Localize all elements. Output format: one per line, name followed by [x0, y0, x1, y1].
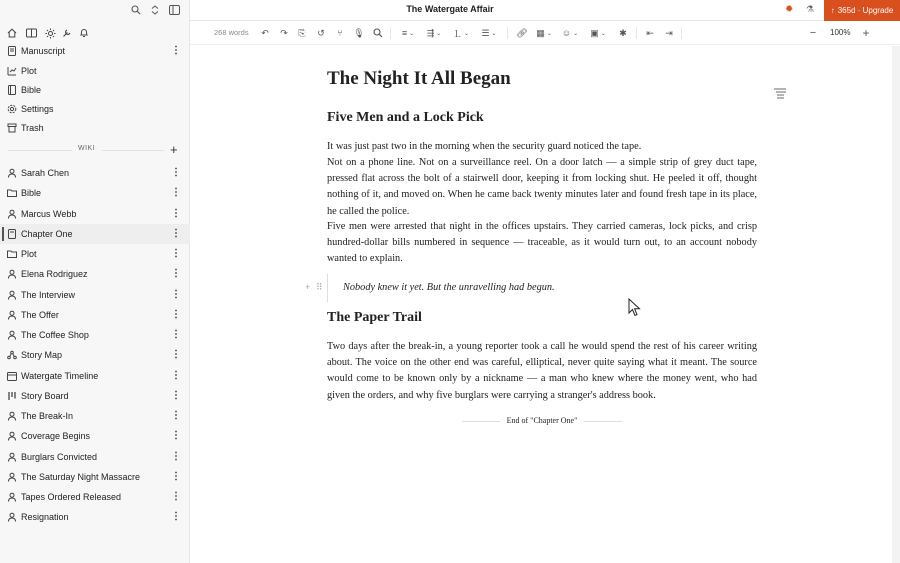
upgrade-label: 365d · Upgrade: [837, 6, 894, 15]
sidebar-item-label: Story Map: [21, 350, 63, 361]
calendar-icon: [6, 370, 18, 382]
sidebar-item-label: Coverage Begins: [21, 431, 91, 442]
find-icon[interactable]: [373, 26, 383, 40]
trash-icon: [6, 122, 18, 134]
board-icon: [6, 390, 18, 402]
more-options-icon[interactable]: ⋮: [171, 167, 181, 178]
asterisk-icon[interactable]: ✱: [619, 27, 627, 38]
sidebar-item-story-board[interactable]: [0, 386, 190, 406]
sidebar-item-the-saturday-night-massacre[interactable]: [0, 467, 190, 487]
more-options-icon[interactable]: ⋮: [171, 207, 181, 219]
scrollbar[interactable]: [892, 46, 900, 563]
sidebar-item-the-interview[interactable]: [0, 285, 190, 305]
person-icon: [6, 491, 18, 503]
more-options-icon[interactable]: ⋮: [171, 227, 181, 239]
more-options-icon[interactable]: ⋮: [171, 248, 181, 259]
paragraph[interactable]: Five men were arrested that night in the offices upstairs. They carried cameras, lock picks, and crisp hundred-dollar bills numbered in sequence — traceable, as it would turn out, to an account nobody wanted to explain.: [327, 221, 757, 265]
indent-icon[interactable]: ⇥: [665, 27, 673, 38]
flask-icon[interactable]: ⚗: [806, 4, 815, 14]
divider: [8, 150, 72, 151]
sidebar-item-label: Elena Rodriguez: [21, 269, 88, 280]
more-options-icon[interactable]: ⋮: [171, 410, 181, 421]
sidebar-item-label: Marcus Webb: [21, 208, 77, 219]
more-options-icon[interactable]: ⋮: [171, 470, 181, 482]
person-icon: [6, 471, 18, 483]
folder-icon: [6, 248, 18, 260]
sidebar-item-label: The Break-In: [21, 411, 74, 421]
book-icon: [6, 84, 18, 96]
paragraph[interactable]: Two days after the break-in, a young reporter took a call he would spend the rest of his career writing about. The voice on the other end was careful, elliptical, never quite saying what it meant. The source would come to be known only by a nickname — a man who knew where the money went, who had given the orders, and why five burglars were carrying a stranger's address book.: [327, 341, 757, 401]
undo-icon[interactable]: ↶: [261, 27, 269, 38]
drag-handle-icon[interactable]: ⠿: [316, 282, 323, 292]
sidebar-item-watergate-timeline[interactable]: [0, 366, 190, 386]
sidebar-item-settings[interactable]: [0, 99, 190, 119]
sidebar-item-chapter-one[interactable]: [0, 224, 190, 244]
toolbar-divider: [681, 27, 682, 39]
sidebar-item-trash[interactable]: [0, 118, 190, 138]
sidebar-item-the-break-in[interactable]: [0, 406, 190, 426]
sidebar-item-bible[interactable]: [0, 183, 190, 203]
sidebar-item-label: Story Board: [21, 390, 69, 401]
sidebar-item-label: Watergate Timeline: [21, 370, 99, 381]
sidebar-item-plot[interactable]: [0, 61, 190, 81]
zoom-level: 100%: [830, 28, 851, 37]
more-options-icon[interactable]: ⋮: [171, 308, 181, 320]
end-of-chapter-marker: End of "Chapter One": [462, 416, 622, 425]
redo-icon[interactable]: ↷: [280, 27, 288, 38]
more-options-icon[interactable]: ⋮: [171, 450, 181, 462]
more-options-icon[interactable]: ⋮: [171, 389, 181, 401]
sidebar-item-label: Chapter One: [21, 228, 73, 239]
map-icon: [6, 349, 18, 361]
more-options-icon[interactable]: ⋮: [171, 511, 181, 523]
add-block-icon[interactable]: +: [305, 282, 311, 292]
zoom-in-button[interactable]: +: [862, 26, 870, 40]
person-icon: [6, 410, 18, 422]
sidebar-item-resignation[interactable]: [0, 507, 190, 527]
image-dropdown[interactable]: ▣ ⌄: [590, 27, 606, 38]
mouse-cursor-icon: [628, 298, 642, 318]
sidebar-item-sarah-chen[interactable]: [0, 163, 190, 183]
title-bar: [0, 0, 900, 21]
divider: [102, 150, 164, 151]
person-icon: [6, 167, 18, 179]
arrow-up-icon: ↑: [830, 6, 835, 15]
sidebar-item-coverage-begins[interactable]: [0, 426, 190, 446]
align-dropdown[interactable]: ≡ ⌄: [401, 28, 415, 38]
bell-icon[interactable]: [77, 26, 91, 40]
sidebar-item-label: Tapes Ordered Released: [21, 492, 122, 502]
sidebar-item-the-offer[interactable]: [0, 305, 190, 325]
word-count: 268 words: [214, 28, 249, 37]
person-icon: [6, 208, 18, 220]
sidebar-item-story-map[interactable]: [0, 345, 190, 365]
toolbar-divider: [636, 27, 637, 39]
editor-area[interactable]: [190, 46, 890, 563]
section-heading[interactable]: Five Men and a Lock Pick: [327, 110, 484, 125]
paragraph[interactable]: It was just past two in the morning when the security guard noticed the tape.: [327, 141, 642, 152]
more-options-icon[interactable]: ⋮: [171, 45, 181, 56]
zoom-out-button[interactable]: −: [809, 27, 817, 39]
more-options-icon[interactable]: ⋮: [171, 349, 181, 361]
sidebar-item-label: Plot: [21, 249, 37, 259]
sidebar-item-label: Bible: [21, 85, 42, 95]
sun-icon[interactable]: [43, 26, 57, 40]
sidebar-item-label: Trash: [21, 123, 44, 133]
more-options-icon[interactable]: ⋮: [171, 369, 181, 381]
outdent-icon[interactable]: ⇤: [646, 27, 654, 38]
sidebar-item-the-coffee-shop[interactable]: [0, 325, 190, 345]
sidebar-item-label: The Saturday Night Massacre: [21, 471, 141, 482]
more-options-icon[interactable]: ⋮: [171, 288, 181, 300]
add-wiki-item-button[interactable]: +: [170, 142, 178, 157]
wrench-icon[interactable]: [60, 26, 74, 40]
sidebar-item-manuscript[interactable]: [0, 41, 190, 61]
more-options-icon[interactable]: ⋮: [171, 430, 181, 442]
sidebar-item-tapes-ordered-released[interactable]: [0, 487, 190, 507]
window-title: The Watergate Affair: [406, 4, 494, 14]
sidebar-item-plot[interactable]: [0, 244, 190, 264]
wiki-section-header: [0, 144, 190, 158]
paragraph[interactable]: Not on a phone line. Not on a surveillance reel. On a door latch — a simple strip of grey duct tape, pressed flat across the bolt of a stairwell door, keeping it from locking shut. He peeled it off, thought nothing of it, and moved on. When he came back twenty minutes later and found fresh tape in its place, he called the police.: [327, 157, 757, 217]
person-icon: [6, 329, 18, 341]
upgrade-button[interactable]: [824, 0, 900, 21]
manuscript-icon: [6, 45, 18, 57]
sidebar-item-label: Resignation: [21, 512, 69, 523]
table-dropdown[interactable]: ▦ ⌄: [536, 27, 552, 38]
home-icon[interactable]: [5, 26, 19, 40]
sidebar-item-bible[interactable]: [0, 80, 190, 100]
gear-icon: [6, 103, 18, 115]
more-options-icon[interactable]: ⋮: [171, 268, 181, 280]
numbered-list-dropdown[interactable]: ⒈ ⌄: [452, 28, 470, 39]
emoji-dropdown[interactable]: ☺ ⌄: [561, 28, 579, 38]
person-icon: [6, 430, 18, 442]
bullet-list-dropdown[interactable]: ☰ ⌄: [481, 27, 497, 38]
person-icon: [6, 511, 18, 523]
more-options-icon[interactable]: ⋮: [171, 491, 181, 502]
folder-icon: [6, 187, 18, 199]
export-icon[interactable]: ⎘: [298, 27, 306, 38]
sidebar-item-label: Manuscript: [21, 46, 66, 56]
sidebar-item-marcus-webb[interactable]: [0, 204, 190, 224]
more-options-icon[interactable]: ⋮: [171, 329, 181, 340]
document-title[interactable]: The Night It All Began: [327, 68, 511, 89]
book-open-icon[interactable]: [24, 26, 38, 40]
link-icon[interactable]: 🔗︎: [516, 27, 528, 38]
sidebar-item-label: The Interview: [21, 289, 76, 300]
sidebar-item-label: Burglars Convicted: [21, 451, 98, 462]
plot-icon: [6, 65, 18, 77]
block-quote[interactable]: Nobody knew it yet. But the unravelling had begun.: [327, 274, 757, 302]
bug-report-icon[interactable]: ✹: [785, 4, 794, 15]
outline-icon[interactable]: [774, 88, 786, 100]
sidebar-item-label: Bible: [21, 188, 42, 199]
chapter-icon: [6, 228, 18, 240]
more-options-icon[interactable]: ⋮: [171, 187, 181, 199]
sidebar-item-label: Plot: [21, 66, 37, 76]
person-icon: [6, 289, 18, 301]
sidebar-item-label: The Coffee Shop: [21, 330, 89, 340]
toolbar-divider: [390, 27, 391, 39]
text-style-dropdown[interactable]: ⇶ ⌄: [426, 27, 442, 38]
person-icon: [6, 309, 18, 321]
toolbar-divider: [507, 27, 508, 39]
sidebar-item-burglars-convicted[interactable]: [0, 447, 190, 467]
section-heading[interactable]: The Paper Trail: [327, 310, 422, 325]
editor-toolbar: [190, 21, 900, 45]
branch-icon[interactable]: ⑂: [337, 28, 343, 38]
person-icon: [6, 451, 18, 463]
sidebar-item-elena-rodriguez[interactable]: [0, 264, 190, 284]
sidebar-item-label: The Offer: [21, 309, 59, 320]
person-icon: [6, 268, 18, 280]
wiki-label: WIKI: [78, 145, 96, 152]
sidebar-item-label: Sarah Chen: [21, 168, 70, 178]
history-icon[interactable]: ↺: [317, 27, 325, 38]
sidebar-item-label: Settings: [21, 104, 54, 114]
sidebar: [0, 21, 190, 563]
microphone-icon[interactable]: 🎙︎: [353, 27, 365, 38]
